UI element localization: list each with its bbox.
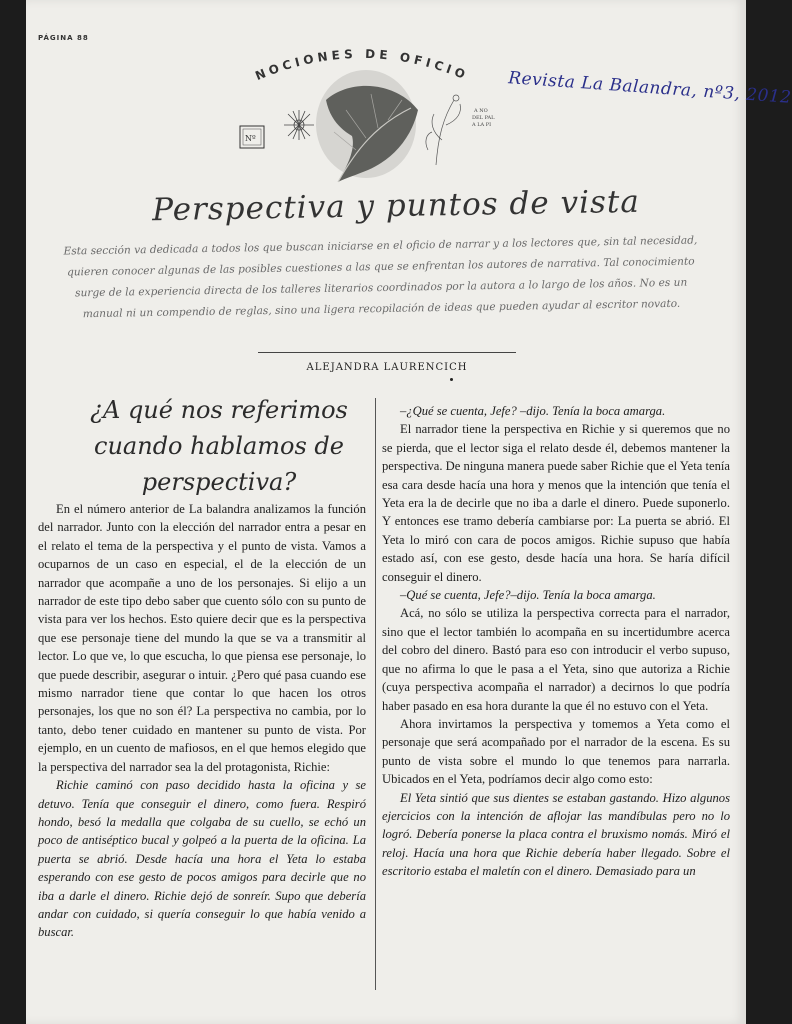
author-name: ALEJANDRA LAURENCICH	[306, 362, 468, 373]
paragraph: El Yeta sintió que sus dientes se estaban gastando. Hizo algunos ejercicios con la intención de aflojar las mandíbulas pero no lo logró. Debería ponerse la placa contra el bruxismo nomás. Miró el reloj. Hacía una hora que Richie debería haber llegado. Sobre el escritorio estaba el maletín con el dinero. Demasiado para un	[382, 790, 730, 879]
magazine-page	[26, 0, 792, 1024]
svg-text:A NO: A NO	[474, 108, 488, 114]
paragraph: El narrador tiene la perspectiva en Richie y si queremos que no se pierda, que el lector siga el relato desde él, debemos mantener la perspectiva. De ninguna manera puede saber Richie que el Yeta tenía esa cara desde hacía una hora y menos que la intención que tenía el Yeta era la de decirle que no iba a darle el dinero. Puede suponerlo. Y entonces ese tramo debería cambiarse por: La puerta se abrió. El Yeta lo miró con cara de pocos amigos. Richie supuso que había estado así, con ese gesto, desde hacía una hora. Se haría difícil conseguir el dinero.	[382, 422, 730, 584]
right-column	[382, 402, 730, 881]
author-divider	[258, 352, 516, 353]
section-label-text: NOCIONES DE OFICIO	[253, 46, 471, 83]
paragraph: En el número anterior de La balandra analizamos la función del narrador. Junto con la elección del narrador entra a pesar en el relato el tema de la perspectiva y el punto de vista. Vamos a ocuparnos de un caso en especial, el de la elección de un narrador que acompañe a uno de los personajes. Si elijo a un narrador de este tipo debo saber que cuento sólo con su punto de vista para ver los hechos. Esto quiere decir que es la perspectiva que ese personaje tiene del mundo la que se va a transmitir al lector. Lo que ve, lo que escucha, lo que piensa ese personaje, lo que puede describir, asegurar o intuir. ¿Pero qué pasa cuando ese mismo narrador tiene que contar lo que hacen los otros personajes, los que no son él? La perspectiva no cambia, por lo tanto, debo tener cuidado en mantener su punto de vista. Por ejemplo, en un cuento de mafiosos, en el que hemos elegido que la perspectiva del narrador sea la del protagonista, Richie:	[38, 502, 366, 774]
svg-text:DEL PAL: DEL PAL	[472, 115, 495, 121]
left-column	[38, 500, 366, 942]
paragraph: Ahora invirtamos la perspectiva y tomemos a Yeta como el personaje que será acompañado por el narrador de la escena. Es su punto de vista sobre el mundo lo que tenemos para narrarla. Ubicados en el Yeta, podríamos decir algo como esto:	[382, 716, 730, 787]
paragraph: –¿Qué se cuenta, Jefe? –dijo. Tenía la boca amarga.	[400, 404, 666, 418]
handwritten-note: Revista La Balandra, nº3, 2012	[507, 68, 792, 108]
svg-text:A LA PI: A LA PI	[472, 122, 492, 128]
illustration-caption	[471, 108, 495, 128]
stamp-icon	[240, 126, 264, 148]
plant-sketch-icon	[426, 95, 461, 165]
intro-paragraph: Esta sección va dedicada a todos los que buscan iniciarse en el oficio de narrar y a los lectores que, sin tal necesidad, quieren conocer algunas de las posibles cuestiones a las que se enfrentan los autores de narrativa. Tal conocimiento surge de la experiencia directa de los talleres literarios coordinados por la autora a lo largo de los años. No es un manual ni un compendio de reglas, sino una ligera recopilación de ideas que pueden ayudar al escritor novato.	[63, 234, 698, 321]
stamp-label: Nº	[245, 134, 256, 143]
page-number: PÁGINA 88	[38, 34, 89, 42]
bullet-dot	[450, 378, 453, 381]
section-subtitle: ¿A qué nos referimos cuando hablamos de perspectiva?	[90, 396, 348, 496]
leaf-illustration	[206, 70, 536, 185]
article-title: Perspectiva y puntos de vista	[151, 183, 641, 229]
paragraph: –Qué se cuenta, Jefe?–dijo. Tenía la boca amarga.	[400, 588, 656, 603]
column-divider	[375, 398, 376, 990]
leaf-icon	[316, 70, 418, 182]
paragraph: Acá, no sólo se utiliza la perspectiva correcta para el narrador, sino que el lector también lo acompaña en su incertidumbre acerca del cobro del dinero. Bastó para eso con introducir el verbo supuso, que no afirma lo que le pasa a el Yeta, sino que autoriza a Richie (cuya perspectiva acompaña el narrador) a decirnos lo que podría haber pasado en esa hora durante la que él no estuvo con el Yeta.	[382, 606, 730, 713]
paragraph: Richie caminó con paso decidido hasta la oficina y se detuvo. Tenía que conseguir el dinero, como fuera. Respiró hondo, besó la medalla que colgaba de su cuello, se echó un poco de antiséptico bucal y golpeó a la puerta de la oficina. La puerta se abrió. Desde hacía una hora el Yeta lo estaba esperando con ese gesto de pocos amigos para decirle que no iba a darle el dinero. Richie dejó de sonreír. Supo que debería andar con cuidado, si quería conseguir lo que había venido a buscar.	[38, 778, 366, 940]
starburst-icon	[284, 110, 314, 140]
